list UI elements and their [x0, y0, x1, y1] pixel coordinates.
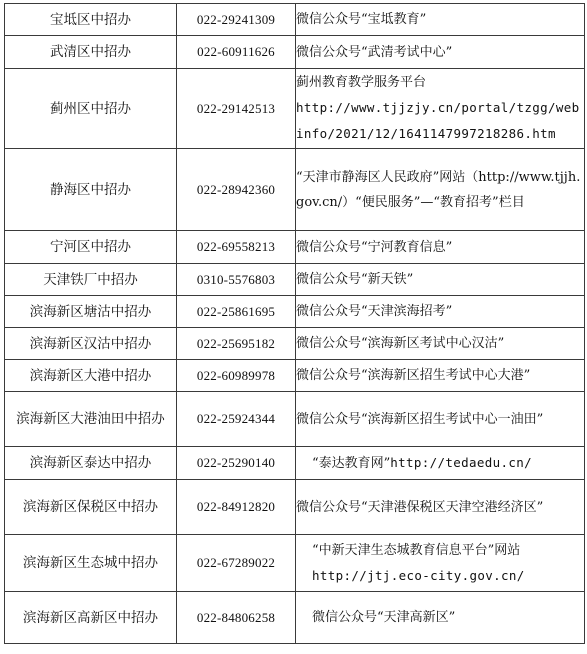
office-cell: 滨海新区泰达中招办 [5, 447, 177, 480]
table-row [5, 392, 585, 447]
office-cell: 武清区中招办 [5, 36, 177, 69]
channel-cell: 微信公众号“天津滨海招考” [296, 296, 585, 328]
phone-cell: 022-60989978 [177, 360, 296, 392]
phone-cell: 022-84912820 [177, 480, 296, 535]
phone-cell: 022-69558213 [177, 231, 296, 264]
channel-cell [296, 447, 585, 480]
channel-name: “泰达教育网” [312, 456, 391, 471]
phone-cell: 022-25695182 [177, 328, 296, 360]
channel-name: 蓟州教育教学服务平台 [296, 75, 427, 90]
office-cell: 滨海新区保税区中招办 [5, 480, 177, 535]
phone-cell: 022-25290140 [177, 447, 296, 480]
table-row [5, 69, 585, 149]
channel-cell: 微信公众号“天津港保税区天津空港经济区” [296, 480, 585, 535]
office-cell: 滨海新区生态城中招办 [5, 535, 177, 592]
phone-cell: 0310-5576803 [177, 264, 296, 296]
channel-url-link[interactable]: http://tedaedu.cn/ [390, 455, 533, 470]
channel-url-link[interactable]: http://jtj.eco-city.gov.cn/ [312, 567, 525, 583]
phone-cell: 022-60911626 [177, 36, 296, 69]
channel-name: “中新天津生态城教育信息平台”网站 [312, 542, 521, 558]
office-cell: 宝坻区中招办 [5, 4, 177, 36]
channel-cell: 微信公众号“天津高新区” [296, 592, 585, 644]
channel-cell: 微信公众号“武清考试中心” [296, 36, 585, 69]
table-row [5, 149, 585, 231]
phone-cell: 022-25861695 [177, 296, 296, 328]
phone-cell: 022-29241309 [177, 4, 296, 36]
phone-cell: 022-84806258 [177, 592, 296, 644]
table-row [5, 264, 585, 296]
phone-cell: 022-28942360 [177, 149, 296, 231]
office-cell: 天津铁厂中招办 [5, 264, 177, 296]
office-cell: 滨海新区塘沽中招办 [5, 296, 177, 328]
office-cell: 宁河区中招办 [5, 231, 177, 264]
table-row [5, 328, 585, 360]
channel-cell: “天津市静海区人民政府”网站（http://www.tjjh.gov.cn/）“便民服务”—“教育招考”栏目 [296, 149, 585, 231]
table-row [5, 360, 585, 392]
channel-cell: 微信公众号“滨海新区招生考试中心大港” [296, 360, 585, 392]
office-cell: 滨海新区大港中招办 [5, 360, 177, 392]
phone-cell: 022-67289022 [177, 535, 296, 592]
table-row [5, 592, 585, 644]
office-cell: 滨海新区汉沽中招办 [5, 328, 177, 360]
channel-cell [296, 69, 585, 149]
channel-cell: 微信公众号“宝坻教育” [296, 4, 585, 36]
table-row [5, 480, 585, 535]
channel-cell: 微信公众号“滨海新区招生考试中心一油田” [296, 392, 585, 447]
office-cell: 蓟州区中招办 [5, 69, 177, 149]
table-row [5, 36, 585, 69]
table-row [5, 535, 585, 592]
channel-cell: 微信公众号“宁河教育信息” [296, 231, 585, 264]
channel-url-link[interactable]: http://www.tjjzjy.cn/portal/tzgg/webinfo/2021/12/1641147997218286.htm [296, 100, 580, 141]
phone-cell: 022-25924344 [177, 392, 296, 447]
office-cell: 滨海新区高新区中招办 [5, 592, 177, 644]
table-row [5, 231, 585, 264]
channel-cell: 微信公众号“新天铁” [296, 264, 585, 296]
office-cell: 静海区中招办 [5, 149, 177, 231]
table-row [5, 447, 585, 480]
office-cell: 滨海新区大港油田中招办 [5, 392, 177, 447]
table-row [5, 296, 585, 328]
channel-cell [296, 535, 585, 592]
table-row [5, 4, 585, 36]
channel-cell: 微信公众号“滨海新区考试中心汉沽” [296, 328, 585, 360]
phone-cell: 022-29142513 [177, 69, 296, 149]
admissions-contact-table [4, 3, 585, 644]
